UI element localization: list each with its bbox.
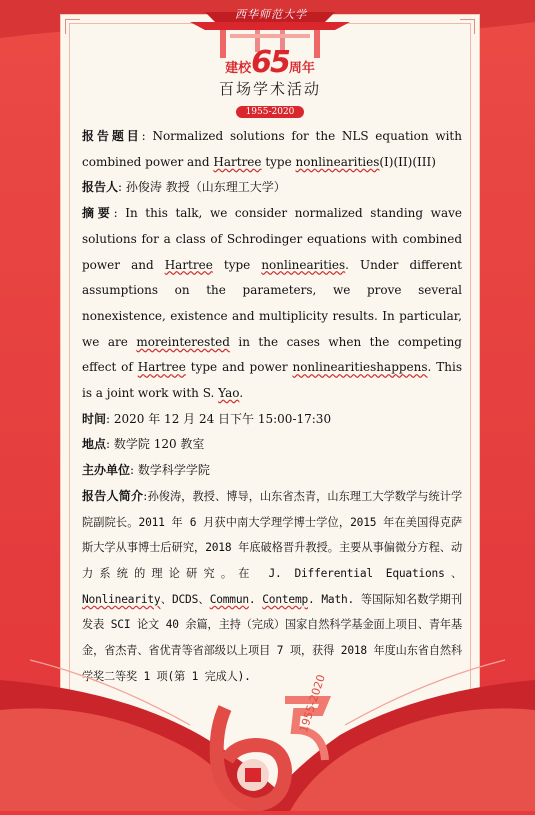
bio-nonlinearity: Nonlinearity [82,592,161,606]
abstract-text: In this talk, we consider normalized standing wave solutions for a class of Schrodinger equations with combined power and [82,206,462,272]
abstract-text: in the cases when the competing effect of [82,334,462,375]
report-host [82,458,462,484]
host-value: 数学科学学院 [137,463,210,478]
anniv-prefix: 建校 [225,61,252,76]
anniversary-title [195,45,345,80]
title-text-c: (I)(II)(III) [379,154,436,169]
title-label: 报告题目 [82,129,142,143]
bio-text: . Math. 等国际知名数学期刊发表 SCI 论文 40 余篇，主持（完成）国家自然科学基金面上项目、青年基金，省杰青、省优青等省部级以上项目 7 项，获得 2018 年度山东省自然科学奖二等奖 1 项(第 1 完成人). [82,592,462,683]
abstract-nonlinearities: nonlinearities [261,257,346,272]
report-content [82,124,462,689]
abstract-text: type and power [185,360,293,375]
report-time [82,407,462,433]
corner-ornament [460,19,475,34]
report-abstract [82,201,462,407]
corner-ornament [65,19,80,34]
time-value: 2020 年 12 月 24 日下午 15:00-17:30 [113,411,332,426]
anniversary-logo [195,45,345,118]
title-hartree: Hartree [213,154,262,169]
host-sep: : [130,463,135,478]
bio-contemp: Contemp [262,592,309,606]
title-sep: : [141,129,146,143]
title-nonlinearities: nonlinearities [295,154,380,169]
anniversary-years: 1955-2020 [236,106,305,118]
time-label: 时间 [82,411,107,426]
abstract-label: 摘要 [82,206,114,221]
place-sep: : [106,437,111,452]
host-label: 主办单位 [82,463,131,478]
speaker-value: 孙俊涛 教授（山东理工大学） [125,180,286,195]
emblem-65 [205,672,335,811]
anniv-suffix: 周年 [288,61,315,76]
abstract-nonlinearitieshappens: nonlinearitieshappens [292,360,428,375]
bio-text: 孙俊涛，教授、博导，山东省杰青，山东理工大学数学与统计学院副院长。2011 年 6 月获中南大学理学博士学位，2015 年在美国得克萨斯大学从事博士后研究，2018 年底破格晋升教授。主要从事偏微分方程、动力系统的理论研究。在 J. Differential Equations、 [82,489,462,580]
bio-label: 报告人简介 [82,488,144,503]
bio-sep: : [143,488,148,503]
abstract-yao: Yao [218,386,240,401]
report-speaker [82,175,462,201]
anniv-number: 65 [251,45,289,80]
bio-text: 、DCDS、 [160,592,210,606]
abstract-sep: : [113,206,118,221]
abstract-text: type [212,257,262,272]
report-title [82,124,462,175]
title-text: Normalized solutions for the NLS equation with combined power and [82,129,462,169]
anniversary-subtitle: 百场学术活动 [218,80,321,98]
abstract-hartree: Hartree [137,360,186,375]
abstract-hartree: Hartree [164,257,213,272]
report-place [82,432,462,458]
abstract-moreinterested: moreinterested [136,334,230,349]
title-text-b: type [261,154,296,169]
abstract-text: . Under different assumptions on the parameters, we prove several nonexistence, existence and multiplicity results. In particular, we are [82,257,462,349]
bio-commun: Commun [209,592,249,606]
emblem-years: 1955-2020 [297,672,328,735]
anniversary-header [185,0,355,115]
place-value: 数学院 120 教室 [113,437,205,452]
place-label: 地点 [82,437,107,452]
speaker-sep: : [118,180,123,195]
bio-text: . [248,592,263,606]
speaker-label: 报告人 [82,180,119,195]
time-sep: : [106,411,111,426]
university-brand: 西华师范大学 [235,8,307,21]
abstract-text: . [239,386,244,401]
abstract-text: . This is a joint work with S. [82,360,462,401]
